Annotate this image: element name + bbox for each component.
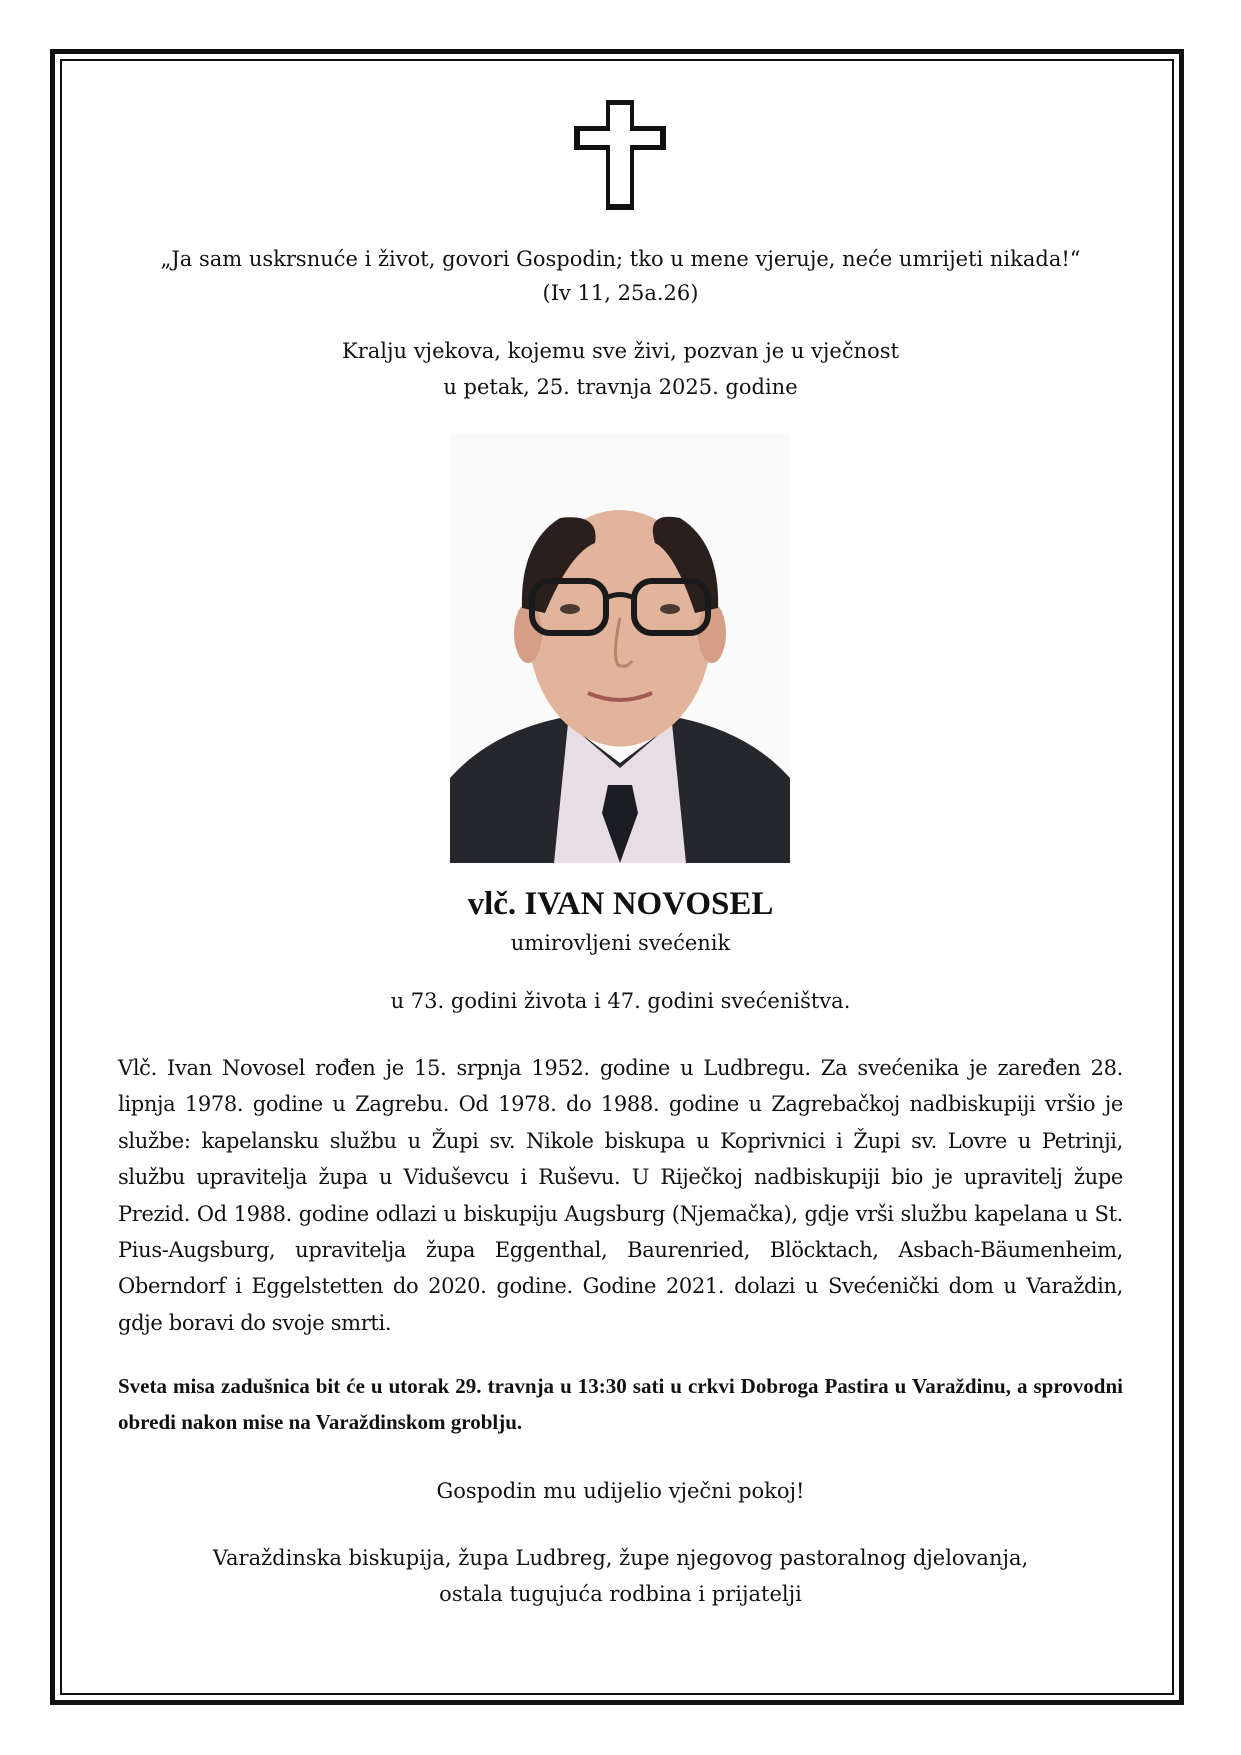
mourners	[100, 1540, 1141, 1612]
deceased-title: umirovljeni svećenik	[510, 931, 731, 955]
mourners-line-1: Varaždinska biskupija, župa Ludbreg, župe njegovog pastoralnog djelovanja,	[212, 1546, 1029, 1570]
quote-text: „Ja sam uskrsnuće i život, govori Gospodin; tko u mene vjeruje, neće umrijeti nikada!“	[160, 247, 1081, 271]
death-announcement	[100, 333, 1141, 405]
scripture-quote	[100, 242, 1141, 310]
funeral-details: Sveta misa zadušnica bit će u utorak 29. travnja u 13:30 sati u crkvi Dobroga Pastira u Varaždinu, a sprovodni obredi nakon mise na Varaždinskom groblju.	[118, 1374, 1123, 1434]
prayer-line: Gospodin mu udijelio vječni pokoj!	[436, 1479, 805, 1503]
age-line: u 73. godini života i 47. godini svećeništva.	[390, 989, 851, 1013]
announcement-line-2: u petak, 25. travnja 2025. godine	[443, 375, 798, 399]
announcement-line-1: Kralju vjekova, kojemu sve živi, pozvan je u vječnost	[342, 339, 899, 363]
quote-reference: (Iv 11, 25a.26)	[542, 281, 699, 305]
deceased-name: vlč. IVAN NOVOSEL	[467, 886, 774, 922]
portrait-photo	[450, 433, 790, 863]
mourners-line-2: ostala tugujuća rodbina i prijatelji	[439, 1582, 802, 1606]
latin-cross-icon	[574, 100, 666, 210]
biography: Vlč. Ivan Novosel rođen je 15. srpnja 1952. godine u Ludbregu. Za svećenika je zaređen 28. lipnja 1978. godine u Zagrebu. Od 1978. do 1988. godine u Zagrebačkoj nadbiskupiji vršio je službe: kapelansku službu u Župi sv. Nikole biskupa u Koprivnici i Župi sv. Lovre u Petrinji, službu upravitelja župa u Viduševcu i Ruševu. U Riječkoj nadbiskupiji bio je upravitelj župe Prezid. Od 1988. godine odlazi u biskupiju Augsburg (Njemačka), gdje vrši službu kapelana u St. Pius-Augsburg, upravitelja župa Eggenthal, Baurenried, Blöcktach, Asbach-Bäumenheim, Oberndorf i Eggelstetten do 2020. godine. Godine 2021. dolazi u Svećenički dom u Varaždin, gdje boravi do svoje smrti.	[118, 1056, 1123, 1335]
